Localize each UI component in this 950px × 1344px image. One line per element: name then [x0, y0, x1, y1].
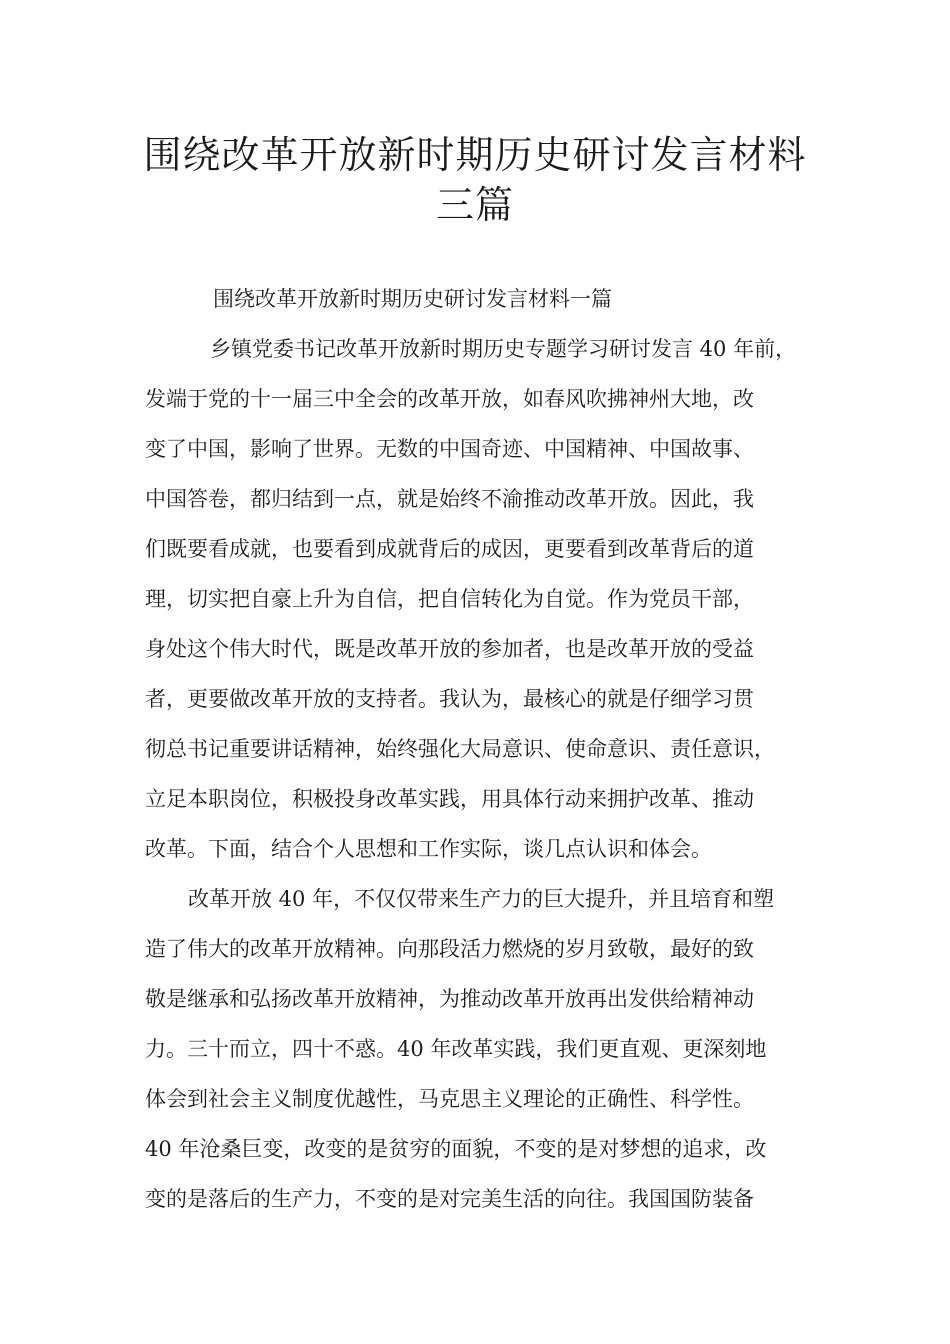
body-line: 变了中国，影响了世界。无数的中国奇迹、中国精神、中国故事、 [145, 437, 754, 461]
body-line: 乡镇党委书记改革开放新时期历史专题学习研讨发言 40 年前， [210, 337, 797, 361]
body-line: 改革。下面，结合个人思想和工作实际，谈几点认识和体会。 [145, 837, 712, 861]
body-line: 敬是继承和弘扬改革开放精神，为推动改革开放再出发供给精神动 [145, 987, 754, 1011]
body-line: 体会到社会主义制度优越性，马克思主义理论的正确性、科学性。 [145, 1087, 754, 1111]
body-line: 身处这个伟大时代，既是改革开放的参加者，也是改革开放的受益 [145, 637, 754, 661]
body-line: 发端于党的十一届三中全会的改革开放，如春风吹拂神州大地，改 [145, 387, 754, 411]
body-line: 者，更要做改革开放的支持者。我认为，最核心的就是仔细学习贯 [145, 687, 754, 711]
body-line: 们既要看成就，也要看到成就背后的成因，更要看到改革背后的道 [145, 537, 754, 561]
body-line: 改革开放 40 年，不仅仅带来生产力的巨大提升，并且培育和塑 [188, 887, 775, 911]
body-line: 造了伟大的改革开放精神。向那段活力燃烧的岁月致敬，最好的致 [145, 937, 754, 961]
body-line: 理，切实把自豪上升为自信，把自信转化为自觉。作为党员干部， [145, 587, 754, 611]
body-line: 彻总书记重要讲话精神，始终强化大局意识、使命意识、责任意识， [145, 737, 775, 761]
document-title-line-1: 围绕改革开放新时期历史研讨发言材料 [143, 133, 807, 177]
document-title-line-2: 三篇 [435, 183, 514, 227]
body-line: 变的是落后的生产力，不变的是对完美生活的向往。我国国防装备 [145, 1187, 754, 1211]
body-line: 立足本职岗位，积极投身改革实践，用具体行动来拥护改革、推动 [145, 787, 754, 811]
body-line: 力。三十而立，四十不惑。40 年改革实践，我们更直观、更深刻地 [145, 1037, 767, 1061]
body-line: 中国答卷，都归结到一点，就是始终不渝推动改革开放。因此，我 [145, 487, 754, 511]
section-subtitle: 围绕改革开放新时期历史研讨发言材料一篇 [213, 287, 612, 311]
body-line: 40 年沧桑巨变，改变的是贫穷的面貌，不变的是对梦想的追求，改 [145, 1137, 767, 1161]
